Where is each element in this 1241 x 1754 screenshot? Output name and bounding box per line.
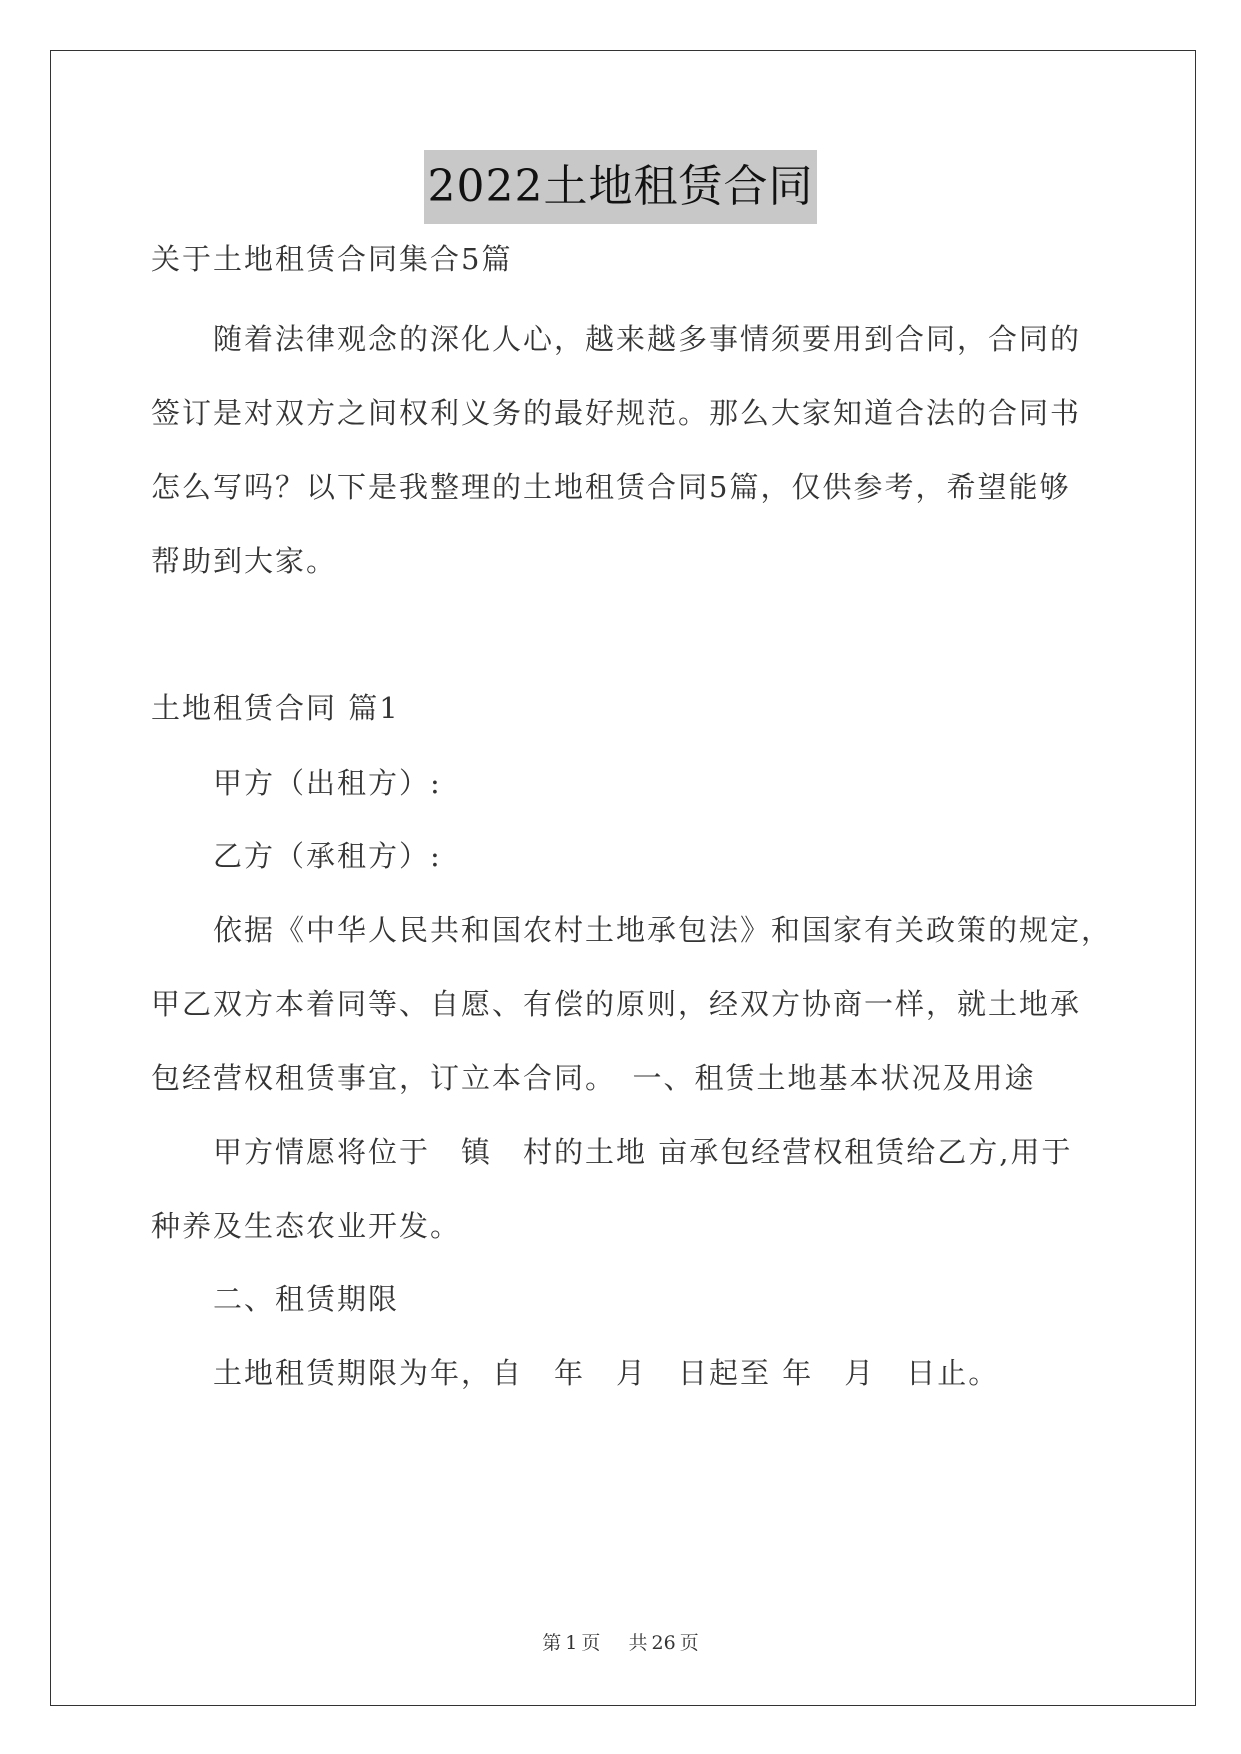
clause1-line: 甲方情愿将位于 镇 村的土地 亩承包经营权租赁给乙方,用于 [213, 1135, 1073, 1169]
intro-line: 帮助到大家。 [151, 544, 338, 578]
clause1-line: 种养及生态农业开发。 [151, 1209, 462, 1243]
document-title: 2022土地租赁合同 [424, 150, 818, 224]
document-subtitle: 关于土地租赁合同集合5篇 [151, 242, 513, 276]
total-pages: 26 [651, 1632, 676, 1654]
intro-line: 随着法律观念的深化人心，越来越多事情须要用到合同，合同的 [213, 322, 1082, 356]
page-unit: 页 [581, 1632, 601, 1654]
party-a-line: 甲方（出租方）: [213, 766, 442, 800]
page-label: 第 [542, 1632, 562, 1654]
page-number: 1 [565, 1632, 578, 1654]
basis-line: 包经营权租赁事宜，订立本合同。 一、租赁土地基本状况及用途 [151, 1061, 1036, 1095]
page-footer [0, 1628, 1241, 1655]
clause2-heading: 二、租赁期限 [213, 1282, 400, 1316]
section-heading: 土地租赁合同 篇1 [151, 691, 400, 725]
basis-line: 依据《中华人民共和国农村土地承包法》和国家有关政策的规定， [213, 913, 1113, 947]
total-label: 共 [628, 1632, 648, 1654]
intro-line: 怎么写吗？以下是我整理的土地租赁合同5篇，仅供参考，希望能够 [151, 470, 1071, 504]
clause2-text: 土地租赁期限为年，自 年 月 日起至 年 月 日止。 [213, 1356, 1000, 1390]
title-container [0, 150, 1241, 224]
basis-line: 甲乙双方本着同等、自愿、有偿的原则，经双方协商一样，就土地承 [151, 987, 1082, 1021]
page-border [50, 50, 1196, 1706]
party-b-line: 乙方（承租方）: [213, 839, 442, 873]
intro-line: 签订是对双方之间权利义务的最好规范。那么大家知道合法的合同书 [151, 396, 1082, 430]
total-unit: 页 [679, 1632, 699, 1654]
